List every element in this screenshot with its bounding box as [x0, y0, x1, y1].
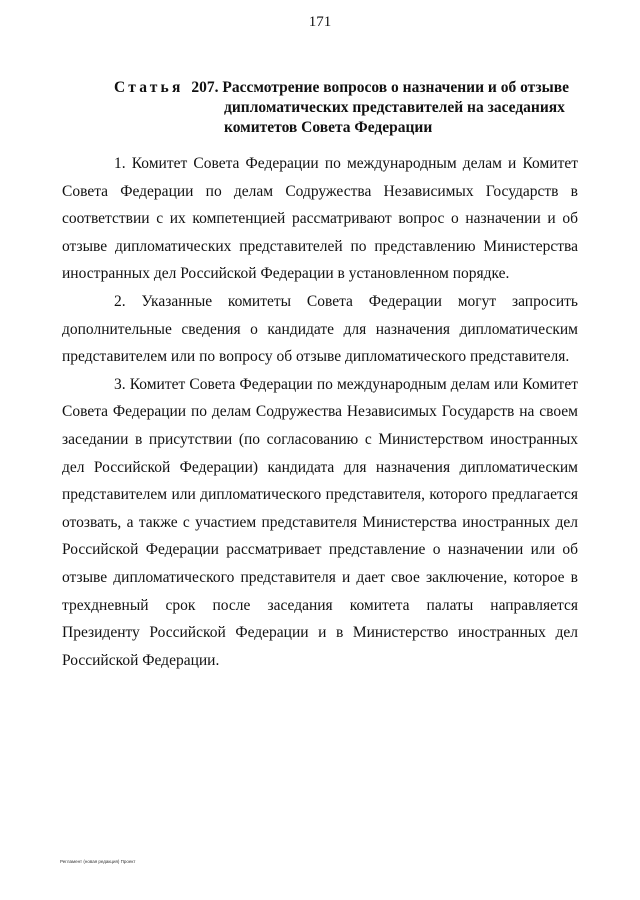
article-heading: [114, 78, 584, 138]
paragraph-3: 3. Комитет Совета Федерации по международным делам или Комитет Совета Федерации по делам Содружества Независимых Государств на своем заседании в присутствии (по согласованию с Министерством иностранных дел Российской Федерации) кандидата для назначения дипломатическим представителем или дипломатического представителя, которого предлагается отозвать, а также с участием представителя Министерства иностранных дел Российской Федерации рассматривает представление о назначении или об отзыве дипломатического представителя и дает свое заключение, которое в трехдневный срок после заседания комитета палаты направляется Президенту Российской Федерации и в Министерство иностранных дел Российской Федерации.: [62, 375, 578, 669]
article-label: Статья: [114, 79, 184, 96]
page-number: 171: [308, 14, 332, 30]
article-title-line-1: Рассмотрение вопросов о назначении и об отзыве: [222, 79, 570, 96]
article-heading-line-1: [114, 78, 584, 98]
paragraph-2: 2. Указанные комитеты Совета Федерации могут запросить дополнительные сведения о кандидате для назначения дипломатическим представителем или по вопросу об отзыве дипломатического представителя.: [62, 292, 578, 366]
article-body: [62, 150, 578, 674]
article-title-line-2: дипломатических представителей на заседаниях: [224, 99, 565, 116]
article-number: 207.: [191, 79, 219, 96]
paragraph-1: 1. Комитет Совета Федерации по международным делам и Комитет Совета Федерации по делам Содружества Независимых Государств в соответствии с их компетенцией рассматривают вопрос о назначении и об отзыве дипломатических представителей по представлению Министерства иностранных дел Российской Федерации в установленном порядке.: [62, 155, 578, 283]
footer-note: Регламент (новая редакция) Проект: [60, 859, 136, 864]
article-title-line-3: комитетов Совета Федерации: [224, 119, 433, 136]
